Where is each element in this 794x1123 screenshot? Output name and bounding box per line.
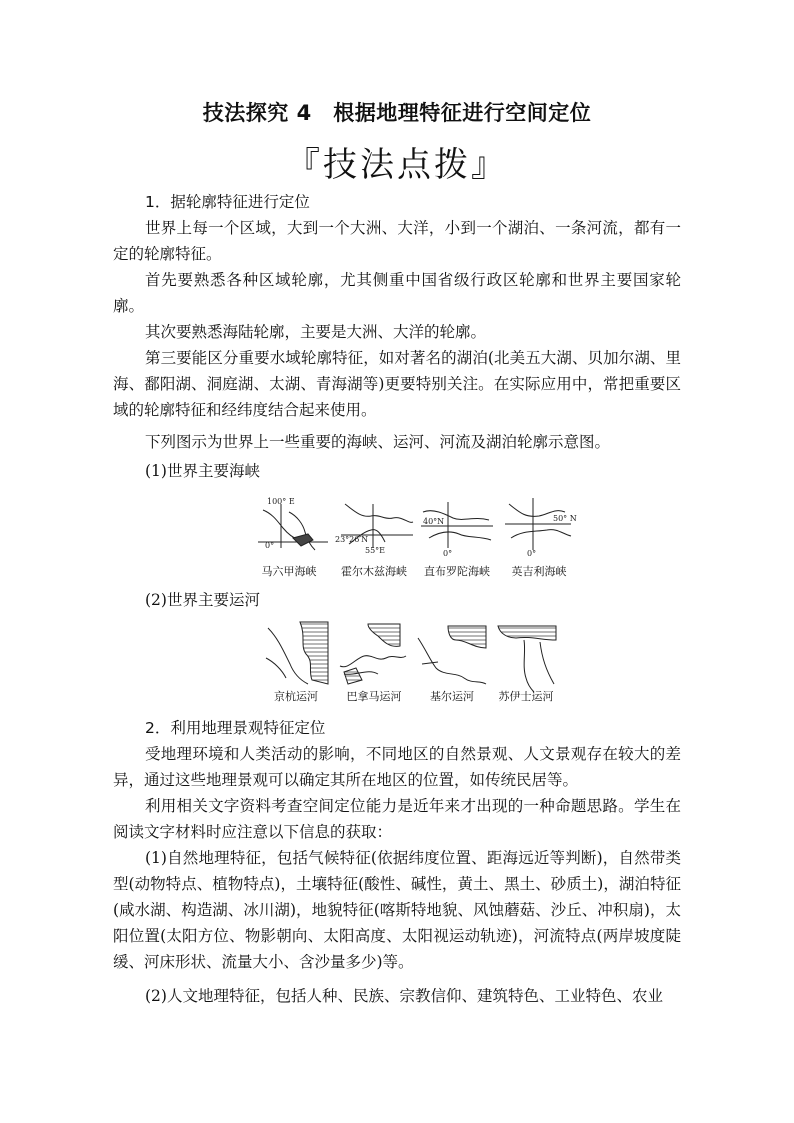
page-title: 技法探究 4 根据地理特征进行空间定位 [202, 101, 592, 125]
map-label: 0° [265, 541, 275, 550]
canal-caption: 苏伊士运河 [498, 690, 554, 703]
canals-label: (2)世界主要运河 [145, 591, 260, 609]
paragraph: 首先要熟悉各种区域轮廓，尤其侧重中国省级行政区轮廓和世界主要国家轮廓。 [113, 271, 681, 315]
section-1-heading: 1．据轮廓特征进行定位 [145, 193, 310, 211]
map-label: 100° E [267, 497, 295, 506]
paragraph: (2)人文地理特征，包括人种、民族、宗教信仰、建筑特色、工业特色、农业 [145, 987, 663, 1005]
map-label: 55°E [365, 546, 386, 555]
paragraph: 其次要熟悉海陆轮廓，主要是大洲、大洋的轮廓。 [145, 323, 487, 341]
canal-map-panama [340, 624, 406, 684]
section-banner: 『技法点拨』 [286, 145, 508, 185]
strait-caption: 霍尔木兹海峡 [341, 565, 407, 578]
paragraph: 世界上每一个区域，大到一个大洲、大洋，小到一个湖泊、一条河流，都有一定的轮廓特征。 [113, 219, 681, 263]
strait-caption: 直布罗陀海峡 [424, 565, 490, 578]
canal-map-kiel [418, 626, 486, 684]
canal-caption: 基尔运河 [430, 690, 474, 703]
map-label: 50° N [553, 514, 577, 523]
map-label: 0° [527, 549, 537, 558]
paragraph: 受地理环境和人类活动的影响，不同地区的自然景观、人文景观存在较大的差异，通过这些地理景观可以确定其所在地区的位置，如传统民居等。 [113, 745, 681, 789]
paragraph: 第三要能区分重要水域轮廓特征，如对著名的湖泊(北美五大湖、贝加尔湖、里海、鄱阳湖、洞庭湖、太湖、青海湖等)更要特别关注。在实际应用中，常把重要区域的轮廓特征和经纬度结合起来使用。 [113, 349, 681, 419]
paragraph: (1)自然地理特征，包括气候特征(依据纬度位置、距海远近等判断)，自然带类型(动物特点、植物特点)，土壤特征(酸性、碱性，黄土、黑土、砂质土)，湖泊特征(咸水湖、构造湖、冰川湖)，地貌特征(喀斯特地貌、风蚀蘑菇、沙丘、冲积扇)，太阳位置(太阳方位、物影朝向、太阳高度、太阳视运动轨迹)，河流特点(两岸坡度陡缓、河床形状、流量大小、含沙量多少)等。 [113, 849, 681, 971]
paragraph: 利用相关文字资料考查空间定位能力是近年来才出现的一种命题思路。学生在阅读文字材料时应注意以下信息的获取： [113, 797, 681, 841]
strait-map-english-channel [505, 498, 571, 550]
canal-map-jinghang [266, 622, 328, 684]
section-2-heading: 2．利用地理景观特征定位 [145, 719, 326, 737]
straits-figure [253, 490, 578, 580]
strait-caption: 马六甲海峡 [261, 565, 317, 578]
canal-map-suez [498, 626, 556, 692]
map-label: 23°26′N [335, 535, 369, 544]
canal-caption: 巴拿马运河 [346, 690, 402, 703]
map-label: 40°N [423, 517, 445, 526]
strait-caption: 英吉利海峡 [511, 565, 567, 578]
paragraph: 下列图示为世界上一些重要的海峡、运河、河流及湖泊轮廓示意图。 [145, 433, 611, 451]
canals-figure [260, 618, 560, 706]
map-label: 0° [443, 549, 453, 558]
straits-label: (1)世界主要海峡 [145, 462, 260, 480]
canal-caption: 京杭运河 [274, 690, 318, 703]
